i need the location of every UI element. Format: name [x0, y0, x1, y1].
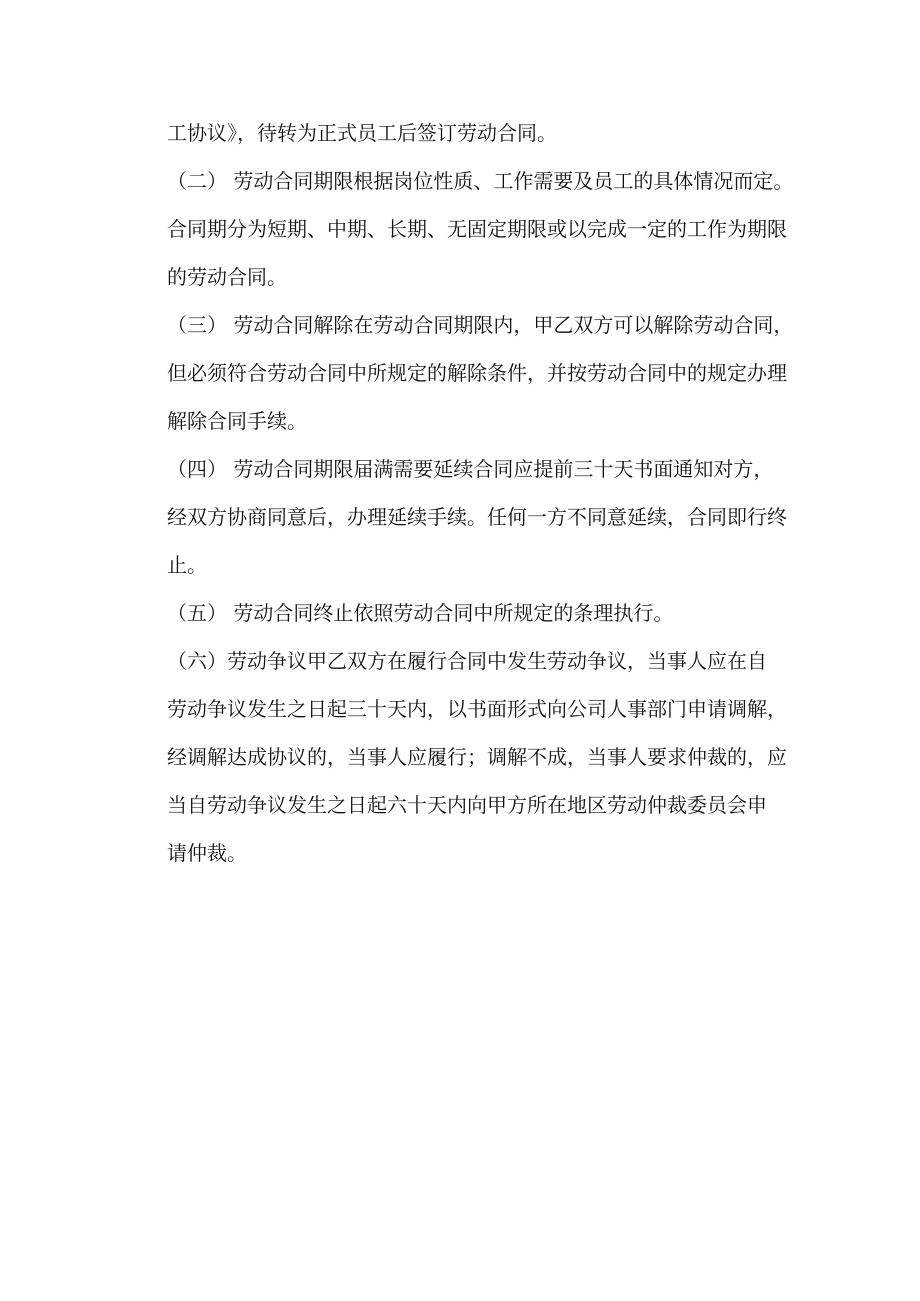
text-line: 的劳动合同。 [167, 265, 287, 289]
text-line: 请仲裁。 [167, 841, 247, 865]
text-line: 止。 [167, 553, 207, 577]
text-line: 工协议》，待转为正式员工后签订劳动合同。 [167, 121, 557, 145]
text-line: 合同期分为短期、中期、长期、无固定期限或以完成一定的工作为期限 [167, 217, 787, 241]
clause-5-heading-line: （五） 劳动合同终止依照劳动合同中所规定的条理执行。 [167, 601, 674, 625]
clause-4-heading-line: （四） 劳动合同期限届满需要延续合同应提前三十天书面通知对方， [167, 457, 774, 481]
text-line: 但必须符合劳动合同中所规定的解除条件，并按劳动合同中的规定办理 [167, 361, 787, 385]
text-line: 劳动争议发生之日起三十天内，以书面形式向公司人事部门申请调解， [167, 697, 787, 721]
clause-6-heading-line: （六）劳动争议甲乙双方在履行合同中发生劳动争议，当事人应在自 [167, 649, 767, 673]
text-line: 解除合同手续。 [167, 409, 307, 433]
text-line: 经双方协商同意后，办理延续手续。任何一方不同意延续，合同即行终 [167, 505, 787, 529]
clause-2-heading-line: （二） 劳动合同期限根据岗位性质、工作需要及员工的具体情况而定。 [167, 169, 794, 193]
text-line: 经调解达成协议的，当事人应履行；调解不成，当事人要求仲裁的，应 [167, 745, 787, 769]
clause-3-heading-line: （三） 劳动合同解除在劳动合同期限内，甲乙双方可以解除劳动合同， [167, 313, 794, 337]
text-line: 当自劳动争议发生之日起六十天内向甲方所在地区劳动仲裁委员会申 [167, 793, 767, 817]
